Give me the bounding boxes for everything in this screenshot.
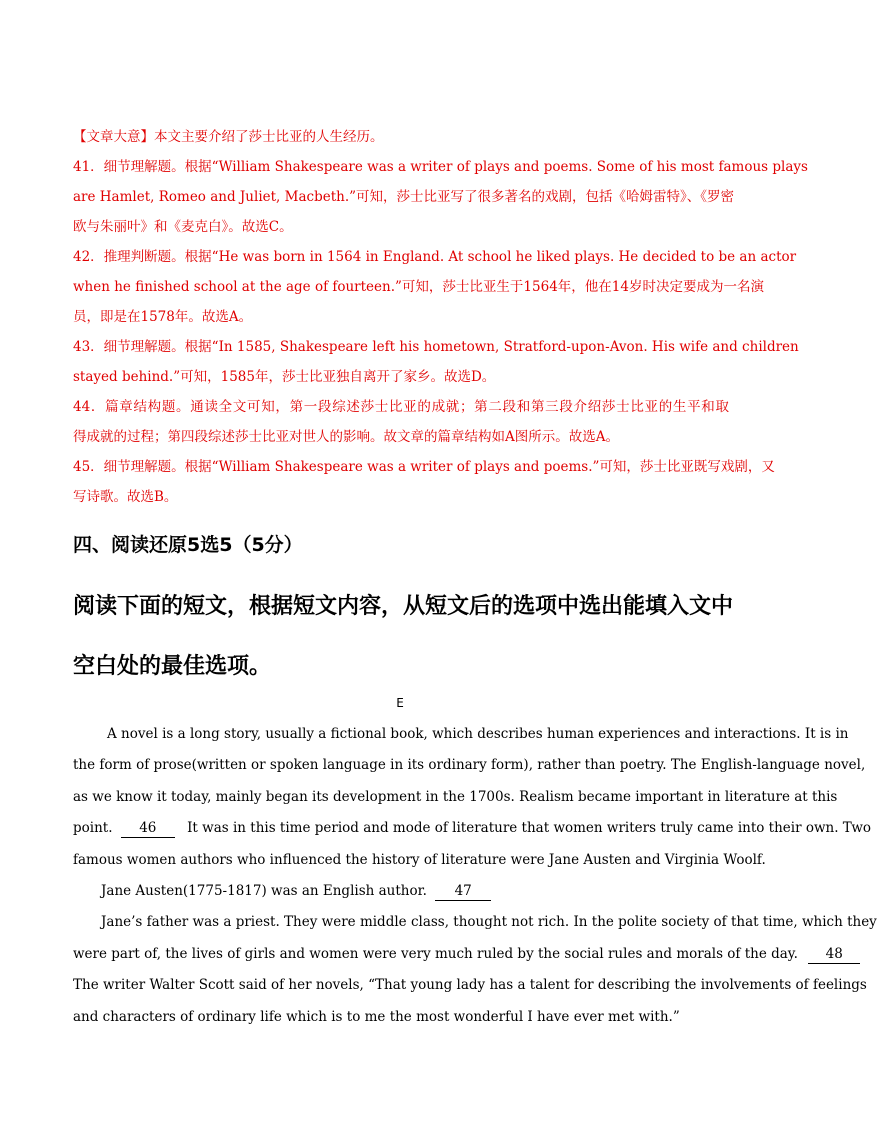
- passage-p3-line-2: [73, 939, 843, 970]
- answer-43: [73, 332, 799, 392]
- section-instruction: [73, 577, 734, 697]
- blank-47: 47: [435, 882, 491, 901]
- passage-p2: [73, 876, 729, 907]
- instruction-line-1: 阅读下面的短文，根据短文内容，从短文后的选项中选出能填入文中: [73, 594, 734, 619]
- answer-41: [73, 152, 808, 242]
- answer-41-line-1: 41．细节理解题。根据“William Shakespeare was a writer of plays and poems. Some of his most famous plays: [73, 159, 808, 175]
- answer-45-line-1: 45．细节理解题。根据“William Shakespeare was a writer of plays and poems.”可知，莎士比亚既写戏剧，又: [73, 459, 775, 475]
- passage-p1-line-3: as we know it today, mainly began its development in the 1700s. Realism became important in literature at this: [73, 788, 838, 805]
- passage-text: point.: [73, 820, 113, 837]
- passage-text: Jane Austen(1775-1817) was an English author.: [101, 883, 427, 900]
- answer-42-line-2: when he finished school at the age of fourteen.”可知，莎士比亚生于1564年，他在14岁时决定要成为一名演: [73, 279, 764, 295]
- passage-p3-line-3: The writer Walter Scott said of her novels, “That young lady has a talent for describing the involvements of feelings: [73, 977, 867, 994]
- passage-p1-line-1: A novel is a long story, usually a fictional book, which describes human experiences and interactions. It is in: [107, 726, 849, 742]
- answer-45-line-2: 写诗歌。故选B。: [73, 489, 178, 505]
- passage-p1-line-5: famous women authors who influenced the history of literature were Jane Austen and Virginia Woolf.: [73, 851, 766, 868]
- passage-p1-line-2: the form of prose(written or spoken language in its ordinary form), rather than poetry. The English-language novel,: [73, 757, 866, 774]
- section-heading: 四、阅读还原5选5（5分）: [73, 534, 303, 556]
- passage-p1-line-4: [73, 813, 872, 844]
- answer-42-line-3: 员，即是在1578年。故选A。: [73, 309, 253, 325]
- answer-42-line-1: 42．推理判断题。根据“He was born in 1564 in England. At school he liked plays. He decided to be an actor: [73, 249, 797, 265]
- answer-explanations: [73, 122, 808, 512]
- answer-41-line-3: 欧与朱丽叶》和《麦克白》。故选C。: [73, 219, 293, 235]
- answer-44-line-2: 得成就的过程；第四段综述莎士比亚对世人的影响。故文章的篇章结构如A图所示。故选A。: [73, 429, 619, 445]
- answer-44: [73, 392, 729, 452]
- answer-41-line-2: are Hamlet, Romeo and Juliet, Macbeth.”可知，莎士比亚写了很多著名的戏剧，包括《哈姆雷特》、《罗密: [73, 189, 735, 205]
- blank-48: 48: [808, 945, 860, 964]
- answer-45: [73, 452, 775, 512]
- passage: [73, 719, 877, 1033]
- article-summary: 【文章大意】本文主要介绍了莎士比亚的人生经历。: [73, 129, 384, 145]
- passage-text: were part of, the lives of girls and women were very much ruled by the social rules and morals of the day.: [73, 945, 798, 962]
- blank-46: 46: [121, 819, 175, 838]
- answer-44-line-1: 44．篇章结构题。通读全文可知，第一段综述莎士比亚的成就；第二段和第三段介绍莎士比亚的生平和取: [73, 399, 729, 415]
- answer-43-line-2: stayed behind.”可知，1585年，莎士比亚独自离开了家乡。故选D。: [73, 369, 496, 385]
- instruction-line-2: 空白处的最佳选项。: [73, 654, 272, 679]
- answer-43-line-1: 43．细节理解题。根据“In 1585, Shakespeare left his hometown, Stratford-upon-Avon. His wife and children: [73, 339, 799, 355]
- passage-p3-line-1: Jane’s father was a priest. They were middle class, thought not rich. In the polite society of that time, which they: [101, 914, 877, 931]
- answer-42: [73, 242, 797, 332]
- passage-letter: E: [396, 696, 404, 710]
- passage-p3-line-4: and characters of ordinary life which is to me the most wonderful I have ever met with.”: [73, 1008, 680, 1025]
- passage-text: It was in this time period and mode of literature that women writers truly came into their own. Two: [187, 820, 872, 837]
